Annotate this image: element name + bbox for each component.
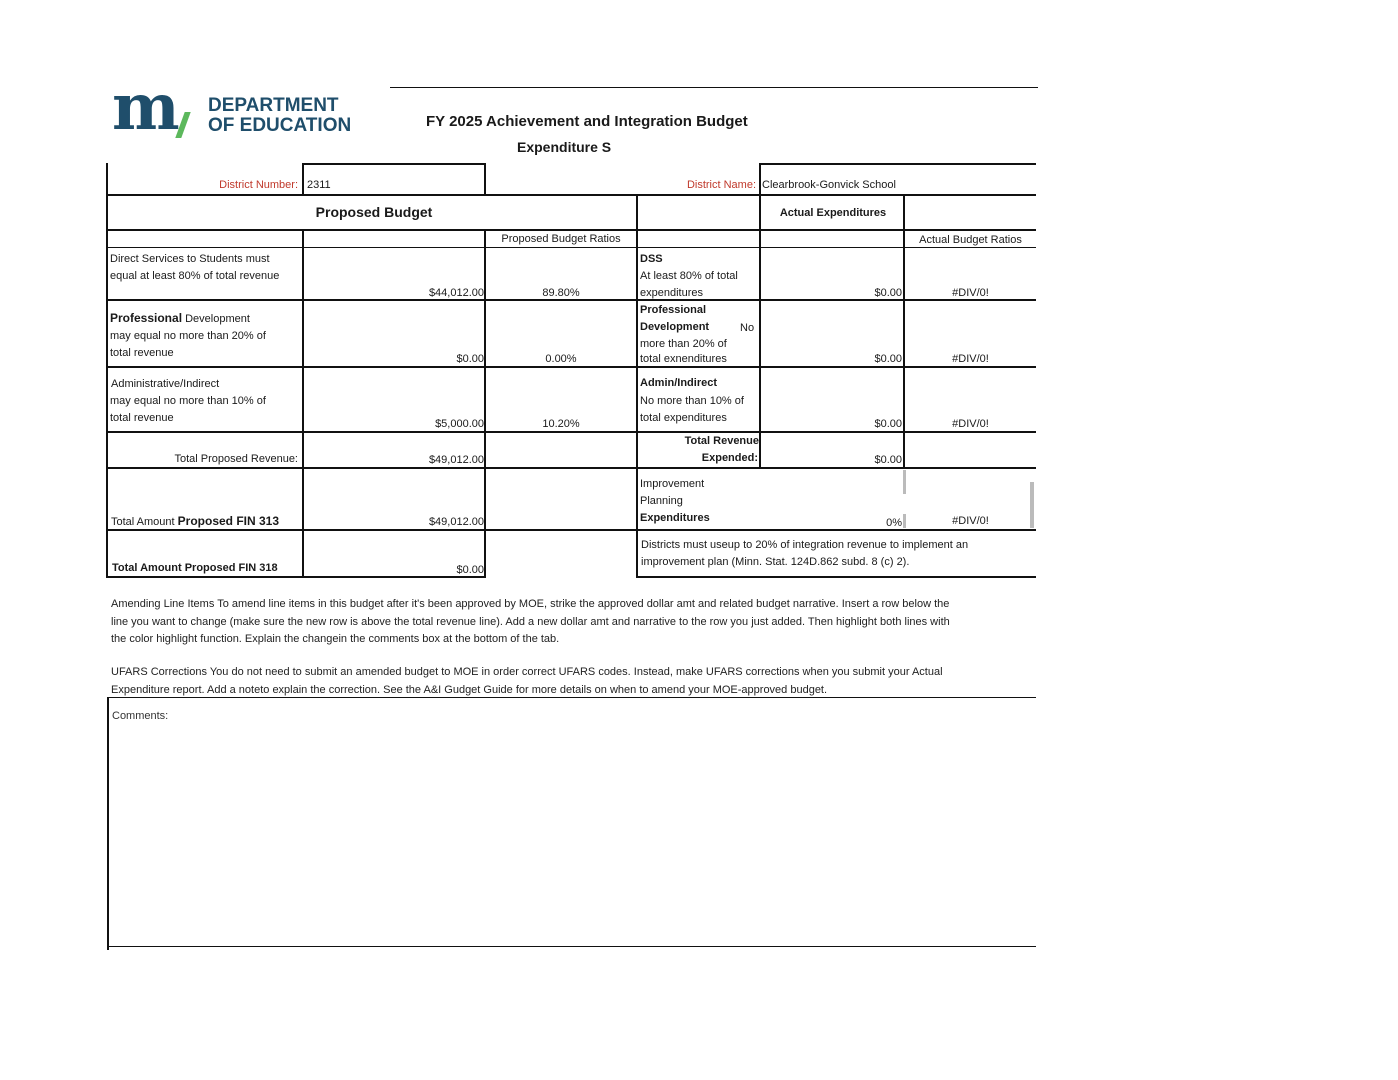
total-revenue-expended-label-1: Total Revenue [684, 435, 759, 447]
grid-line [106, 163, 108, 577]
page-title: FY 2025 Achievement and Integration Budget [426, 113, 748, 130]
admin-actual-amount[interactable]: $0.00 [874, 418, 902, 430]
total-proposed-revenue-amount: $49,012.00 [428, 454, 484, 466]
pd-description-line-3: total revenue [110, 347, 174, 359]
admin-actual-ratio: #DIV/0! [952, 418, 989, 430]
comments-textarea[interactable] [110, 700, 1034, 944]
comments-box-left [107, 697, 109, 950]
logo-line-2: OF EDUCATION [208, 115, 352, 136]
admin-description-line-3: total revenue [110, 412, 174, 424]
dss-actual-line-2: At least 80% of total [640, 270, 738, 282]
pd-actual-heading-2: Development [640, 321, 710, 333]
improvement-planning-line-2: Planning [640, 495, 683, 507]
admin-description-line-1: Administrative/Indirect [111, 378, 220, 390]
grid-line [636, 194, 638, 577]
total-revenue-expended-label-2: Expended: [701, 452, 758, 464]
admin-actual-line-2: No more than 10% of [640, 395, 744, 407]
grid-line [302, 229, 304, 577]
district-number-label: District Number: [219, 179, 298, 191]
page-subtitle: Expenditure S [517, 139, 612, 155]
fin318-label: Total Amount Proposed FIN 318 [112, 562, 278, 574]
admin-actual-heading: Admin/Indirect [640, 377, 718, 389]
pd-proposed-ratio: 0.00% [545, 353, 577, 365]
improvement-planning-line-3: Expenditures [640, 512, 710, 524]
amending-line-items-note: Amending Line Items To amend line items in this budget after it's been approved by MOE, strike the approved dollar amt and related budget narrative. Insert a row below the line you want to change (make sure the new row is above the total revenue line). Add a new dollar amt and narrative to the row you just added. Then highlight both lines with the color highlight function. Explain the changein the comments box at the bottom of the tab. [111, 598, 950, 645]
pd-description-line-2: may equal no more than 20% of [110, 330, 266, 342]
admin-description-line-2: may equal no more than 10% of [110, 395, 266, 407]
fin318-amount: $0.00 [456, 564, 484, 576]
admin-actual-line-3: total expenditures [640, 412, 727, 424]
admin-proposed-ratio: 10.20% [542, 418, 580, 430]
pd-description-line-1: Professional Development [110, 311, 250, 325]
pd-actual-amount[interactable]: $0.00 [874, 353, 902, 365]
pd-proposed-amount[interactable]: $0.00 [456, 353, 484, 365]
grid-line [106, 194, 1036, 196]
district-name-label: District Name: [686, 179, 756, 191]
grid-line [759, 163, 761, 468]
dss-description-line-2: equal at least 80% of total revenue [110, 270, 280, 282]
improvement-note-line-1: Districts must useup to 20% of integration revenue to implement an [641, 539, 969, 551]
improvement-planning-ratio: #DIV/0! [952, 515, 989, 527]
district-number-field[interactable]: 2311 [307, 179, 331, 191]
comments-label: Comments: [112, 710, 169, 722]
ufars-corrections-note: UFARS Corrections You do not need to submit an amended budget to MOE in order correct UFARS codes. Instead, make UFARS corrections when you submit your Actual Expenditure report. Add a noteto explain the correction. See the A&I Gudget Guide for more details on when to amend your MOE-approved budget. [111, 666, 943, 696]
dss-actual-line-3: expenditures [640, 287, 703, 299]
dss-proposed-amount[interactable]: $44,012.00 [428, 287, 484, 299]
admin-proposed-amount[interactable]: $5,000.00 [435, 418, 484, 430]
actual-ratios-heading: Actual Budget Ratios [919, 234, 1022, 246]
logo-line-1: DEPARTMENT [208, 95, 339, 116]
district-name-box-top [759, 163, 1036, 165]
header-rule [390, 87, 1038, 88]
pd-actual-heading: Professional [640, 304, 707, 316]
grid-line [484, 163, 486, 195]
improvement-planning-percent: 0% [886, 517, 902, 529]
grid-line [302, 163, 304, 195]
total-revenue-expended-amount: $0.00 [874, 454, 902, 466]
fin313-label: Total Amount Proposed FIN 313 [111, 514, 280, 528]
proposed-budget-heading: Proposed Budget [315, 204, 433, 220]
comments-box-bottom [108, 946, 1036, 947]
dss-actual-heading: DSS [640, 253, 663, 265]
pd-actual-line-3: more than 20% of [640, 338, 727, 350]
total-proposed-revenue-label: Total Proposed Revenue: [174, 453, 298, 465]
pd-description-bold: Professional [110, 311, 183, 325]
pd-actual-no: No [740, 322, 755, 334]
grid-line [636, 576, 1036, 578]
proposed-ratios-heading: Proposed Budget Ratios [501, 233, 621, 245]
district-number-box-top [302, 163, 486, 165]
fin313-amount: $49,012.00 [428, 516, 484, 528]
mde-logo-letter: m [112, 70, 178, 145]
dss-proposed-ratio: 89.80% [542, 287, 580, 299]
improvement-planning-line-1: Improvement [640, 478, 705, 490]
dss-description-line-1: Direct Services to Students must [110, 253, 270, 265]
improvement-note-line-2: improvement plan (Minn. Stat. 124D.862 subd. 8 (c) 2). [641, 556, 910, 568]
grid-line [484, 229, 486, 577]
cell-border-fragment [903, 470, 906, 494]
dss-actual-ratio: #DIV/0! [952, 287, 989, 299]
pd-actual-ratio: #DIV/0! [952, 353, 989, 365]
dss-actual-amount[interactable]: $0.00 [874, 287, 902, 299]
pd-actual-line-4: total exnenditures [640, 353, 727, 365]
actual-expenditures-heading: Actual Expenditures [779, 207, 887, 219]
comments-box-top [108, 697, 1036, 698]
district-name-field[interactable]: Clearbrook-Gonvick School [762, 179, 896, 191]
